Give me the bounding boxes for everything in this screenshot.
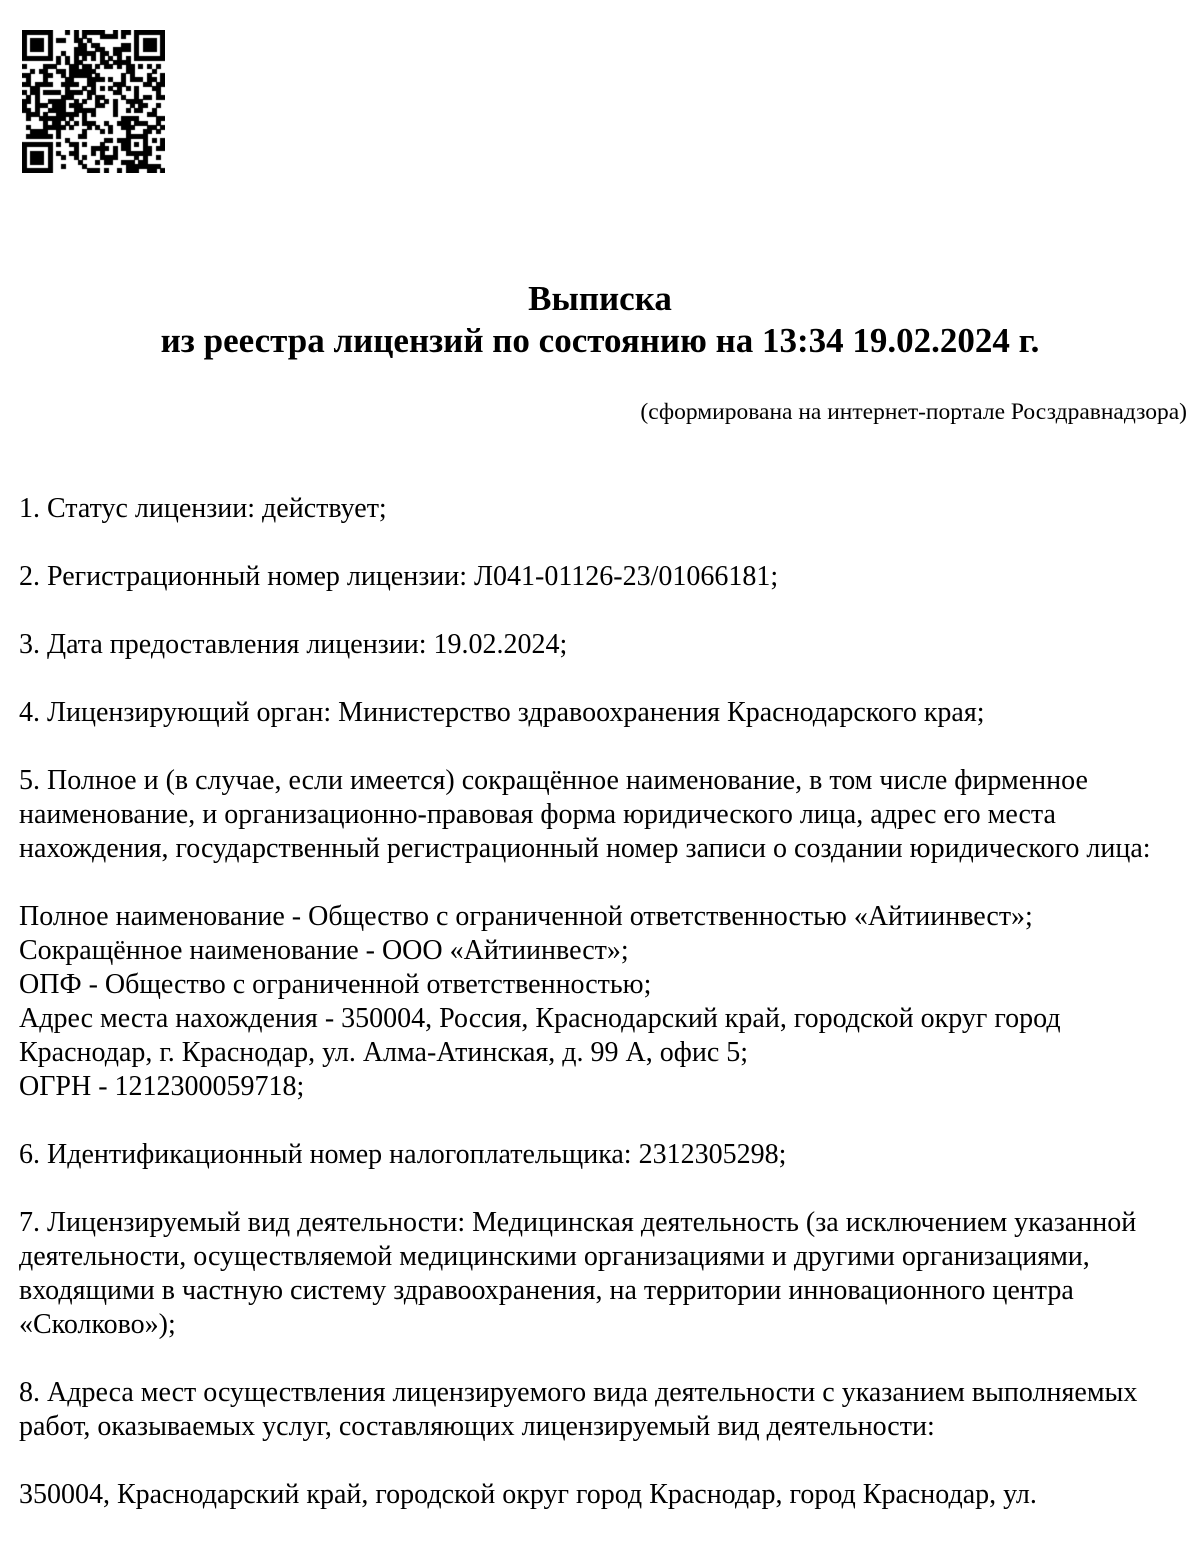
org-full-name: Полное наименование - Общество с ограниченной ответственностью «Айтиинвест»; bbox=[19, 901, 1033, 932]
org-ogrn: ОГРН - 1212300059718; bbox=[19, 1071, 305, 1102]
title-line-2: из реестра лицензий по состоянию на 13:34 19.02.2024 г. bbox=[160, 321, 1040, 360]
title-line-1: Выписка bbox=[528, 279, 672, 318]
paragraph-activity-type: 7. Лицензируемый вид деятельности: Медицинская деятельность (за исключением указанной деятельности, осуществляемой медицинскими организациями и другими организациями, входящими в частную систему здравоохранения, на территории инновационного центра «Сколково»); bbox=[19, 1207, 1137, 1340]
paragraph-grant-date: 3. Дата предоставления лицензии: 19.02.2024; bbox=[19, 629, 568, 660]
document-body bbox=[19, 492, 1169, 1512]
org-short-name: Сокращённое наименование - ООО «Айтиинвест»; bbox=[19, 935, 629, 966]
paragraph-reg-number: 2. Регистрационный номер лицензии: Л041-01126-23/01066181; bbox=[19, 561, 779, 592]
subtitle-source-note: (сформирована на интернет-портале Росздравнадзора) bbox=[640, 399, 1187, 425]
org-address: Адрес места нахождения - 350004, Россия, Краснодарский край, городской округ город Краснодар, г. Краснодар, ул. Алма-Атинская, д. 99 А, офис 5; bbox=[19, 1003, 1061, 1068]
paragraph-activity-address: 350004, Краснодарский край, городской округ город Краснодар, город Краснодар, ул. bbox=[19, 1479, 1037, 1510]
org-opf: ОПФ - Общество с ограниченной ответственностью; bbox=[19, 969, 652, 1000]
paragraph-authority: 4. Лицензирующий орган: Министерство здравоохранения Краснодарского края; bbox=[19, 697, 985, 728]
document-title bbox=[20, 278, 1180, 362]
paragraph-inn: 6. Идентификационный номер налогоплательщика: 2312305298; bbox=[19, 1139, 787, 1170]
paragraph-addresses-intro: 8. Адреса мест осуществления лицензируемого вида деятельности с указанием выполняемых работ, оказываемых услуг, составляющих лицензируемый вид деятельности: bbox=[19, 1377, 1138, 1442]
paragraph-license-status: 1. Статус лицензии: действует; bbox=[19, 493, 387, 524]
paragraph-org-intro: 5. Полное и (в случае, если имеется) сокращённое наименование, в том числе фирменное наименование, и организационно-правовая форма юридического лица, адрес его места нахождения, государственный регистрационный номер записи о создании юридического лица: bbox=[19, 765, 1151, 864]
qr-code-icon bbox=[22, 30, 165, 173]
